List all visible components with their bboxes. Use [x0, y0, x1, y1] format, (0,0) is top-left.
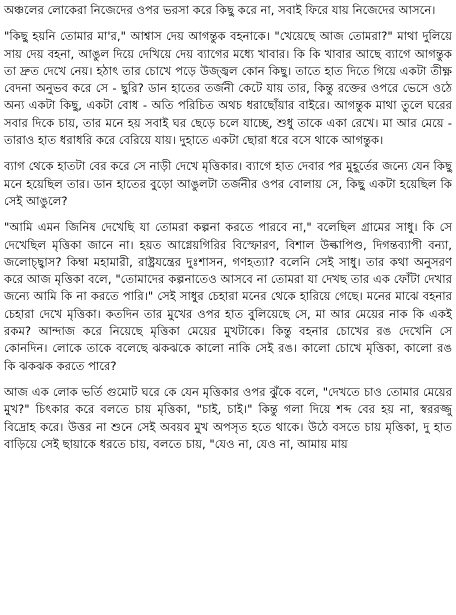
paragraph: "আমি এমন জিনিষ দেখেছি যা তোমরা কল্পনা করতে পারবে না," বলেছিল গ্রামের সাধু। কি সে দেখেছিল মৃত্তিকা জানে না। হয়ত আগ্নেয়গিরির বিস্ফোরণ, বিশাল উল্কাপিণ্ড, দিগন্তব্যাপী বন্যা, জলোচ্ছ্বাস? কিম্বা মহামারী, রাষ্ট্রযন্ত্রের দুঃশাসন, গণহত্যা? বলেনি সেই সাধু। তার কথা অনুসরণ করে আজ মৃত্তিকা বলে, "তোমাদের কল্পনাতেও আসবে না তোমরা যা দেখছ তার এক ফোঁটা দেখার জন্যে আমি কি না করতে পারি।" সেই সাধুর চেহারা মনের থেকে হারিয়ে গেছে। মনের মাঝে বহনার চেহারা দেখে মৃত্তিকা। কতদিন তার মুখের ওপর হাত বুলিয়েছে সে, মা আর মেয়ের নাক কি একই রকম? আন্দাজ করে নিয়েছে মৃত্তিকা মেয়ের মুখটাকে। কিন্তু বহনার চোখের রঙ দেখেনি সে কোনদিন। লোকে তাকে বলেছে ঝকঝকে কালো নাকি সেই রঙ। কালো চোখে মৃত্তিকা, কালো রঙ কি ঝকঝক করতে পারে? [4, 220, 452, 373]
paragraph: ব্যাগ থেকে হাতটা বের করে সে নাড়ী দেখে মৃত্তিকার। ব্যাগে হাত দেবার পর মুহূর্তের জন্যে যেন কিছু মনে হয়েছিল তার। ডান হাতের বুড়ো আঙুলটা তর্জনীর ওপর বোলায় সে, কিছু একটা হয়েছিল কি সেই আঙুলে? [4, 159, 452, 208]
paragraph: "কিছু হয়নি তোমার মা'র," আশ্বাস দেয় আগন্তুক বহনাকে। "খেয়েছে আজ তোমরা?" মাথা দুলিয়ে সায় দেয় বহনা, আঙুল দিয়ে দেখিয়ে দেয় ব্যাগের মধ্যে খাবার। কি কি খাবার আছে ব্যাগে আগন্তুক তা দ্রুত দেখে নেয়। হঠাৎ তার চোখে পড়ে উজ্জ্বল কোন কিছু। তাতে হাত দিতে গিয়ে একটা তীক্ষ্ণ বেদনা অনুভব করে সে - ছুরি? ডান হাতের তর্জনী কেটে যায় তার, কিন্তু রক্তের ওপরে ভেসে ওঠে অন্য একটা কিছু, একটা বোধ - অতি পরিচিত অথচ ধরাছোঁয়ার বাইরে। আগন্তুক মাথা তুলে ঘরের সবার দিকে চায়, তার মনে হয় সবাই ঘর ছেড়ে চলে যাচ্ছে, শুধু তাকে একা রেখে। মা আর মেয়ে - তারাও হাত ধরাধরি করে বেরিয়ে যায়। দুহাতে একটা ছোরা ধরে বসে থাকে আগন্তুক। [4, 29, 452, 148]
paragraph: আজ এক লোক ভর্তি গুমোট ঘরে কে যেন মৃত্তিকার ওপর ঝুঁকে বলে, "দেখতে চাও তোমার মেয়ের মুখ?" চিৎকার করে বলতে চায় মৃত্তিকা, "চাই, চাই।" কিন্তু গলা দিয়ে শব্দ বের হয় না, স্বররজ্জু বিদ্রোহ করে। উত্তর না শুনে সেই অবয়ব মুখ অপসৃত হতে থাকে। উঠে বসতে চায় মৃত্তিকা, দু হাত বাড়িয়ে সেই ছায়াকে ধরতে চায়, বলতে চায়, "যেও না, যেও না, আমায় মায় [4, 384, 452, 451]
paragraph: অঞ্চলের লোকেরা নিজেদের ওপর ভরসা করে কিছু করে না, সবাই ফিরে যায় নিজেদের আসনে। [4, 3, 436, 17]
